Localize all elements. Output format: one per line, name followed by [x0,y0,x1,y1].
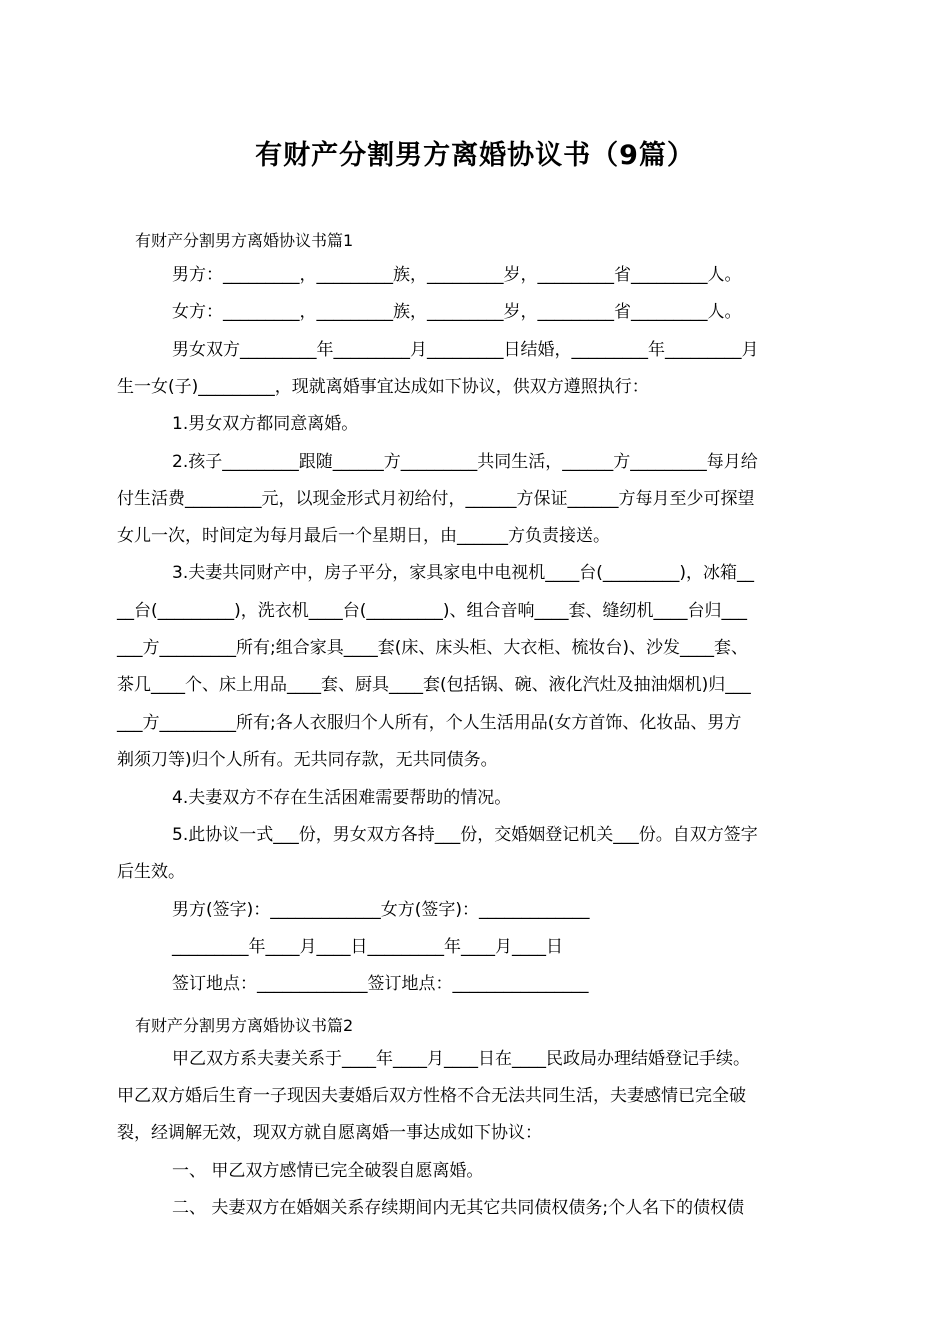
paragraph-line: 4.夫妻双方不存在生活困难需要帮助的情况。 [172,788,512,808]
paragraph-line: 二、 夫妻双方在婚姻关系存续期间内无其它共同债权债务;个人名下的债权债 [172,1198,745,1218]
paragraph-line: 1.男女双方都同意离婚。 [172,414,359,434]
paragraph-line: 甲乙双方系夫妻关系于____年____月____日在____民政局办理结婚登记手续。 [172,1049,750,1069]
paragraph-line: 一、 甲乙双方感情已完全破裂自愿离婚。 [172,1161,484,1181]
paragraph-line: 茶几____个、床上用品____套、厨具____套(包括锅、碗、液化汽灶及抽油烟机)归___ [117,675,751,695]
paragraph-line: 生一女(子)_________，现就离婚事宜达成如下协议，供双方遵照执行： [117,377,649,397]
paragraph-line: 5.此协议一式___份，男女双方各持___份，交婚姻登记机关___份。自双方签字 [172,825,758,845]
location-line: 签订地点：_____________签订地点：________________ [172,974,589,994]
paragraph-line: 剃须刀等)归个人所有。无共同存款，无共同债务。 [117,750,498,770]
paragraph-line: ___方_________所有;组合家具____套(床、床头柜、大衣柜、梳妆台)、沙发____套、 [117,638,748,658]
paragraph-line: 甲乙双方婚后生育一子现因夫妻婚后双方性格不合无法共同生活，夫妻感情已完全破 [117,1086,746,1106]
paragraph-line: 男方：_________，_________族，_________岁，_________省_________人。 [172,265,742,285]
paragraph-line: 付生活费_________元，以现金形式月初给付，______方保证______方每月至少可探望 [117,489,755,509]
section2-heading: 有财产分割男方离婚协议书篇2 [135,1016,354,1035]
paragraph-line: 女儿一次，时间定为每月最后一个星期日，由______方负责接送。 [117,526,610,546]
document-title: 有财产分割男方离婚协议书（9篇） [255,140,695,171]
paragraph-line: 男女双方_________年_________月_________日结婚，_________年_________月 [172,340,759,360]
paragraph-line: 2.孩子_________跟随______方_________共同生活，______方_________每月给 [172,452,758,472]
paragraph-line: 后生效。 [117,862,185,882]
section1-heading: 有财产分割男方离婚协议书篇1 [135,231,354,250]
paragraph-line: __台(_________)，洗衣机____台(_________)、组合音响____套、缝纫机____台归___ [117,601,748,621]
paragraph-line: 3.夫妻共同财产中，房子平分，家具家电中电视机____台(_________)，冰箱__ [172,563,754,583]
date-line: _________年____月____日_________年____月____日 [172,937,563,957]
paragraph-line: ___方_________所有;各人衣服归个人所有，个人生活用品(女方首饰、化妆品、男方 [117,713,742,733]
signature-line: 男方(签字)：_____________女方(签字)：_____________ [172,900,590,920]
paragraph-line: 裂，经调解无效，现双方就自愿离婚一事达成如下协议： [117,1123,542,1143]
paragraph-line: 女方：_________，_________族，_________岁，_________省_________人。 [172,302,742,322]
